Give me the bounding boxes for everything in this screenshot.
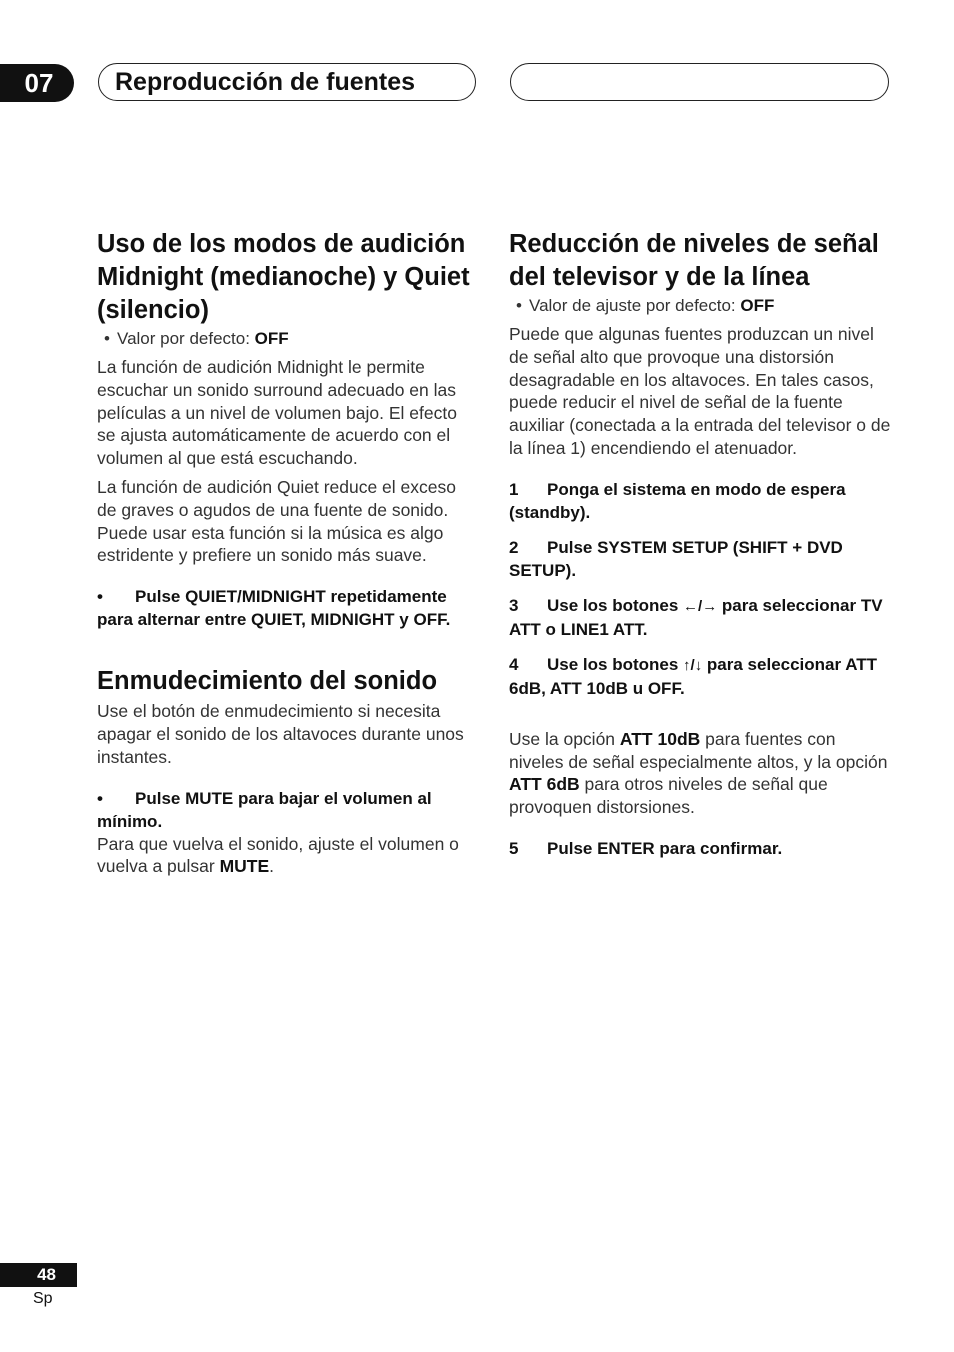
section-heading-attenuation: Reducción de niveles de señal del televisor y de la línea (509, 230, 879, 291)
step-number: 3 (509, 595, 519, 615)
instruction-text: Pulse MUTE para bajar el volumen al mínimo. (97, 788, 432, 831)
section-heading-midnight-quiet: Uso de los modos de audición Midnight (medianoche) y Quiet (silencio) (97, 230, 470, 324)
restore-mute-bold: MUTE (219, 856, 270, 877)
step-text-post: para seleccionar ATT 6dB, ATT 10dB u OFF. (509, 654, 877, 698)
instruction-quiet-midnight (97, 585, 479, 631)
section-heading-mute: Enmudecimiento del sonido (97, 667, 438, 696)
midnight-description: La función de audición Midnight le permite escuchar un sonido surround adecuado en las películas a un nivel de volumen bajo. El efecto se ajusta automáticamente de acuerdo con el volumen al que está escuchando. (97, 357, 457, 469)
step-5 (509, 837, 891, 860)
step-number: 4 (509, 654, 519, 674)
right-column (509, 228, 891, 860)
language-code: Sp (33, 1290, 53, 1307)
step-text: Ponga el sistema en modo de espera (standby). (509, 479, 846, 522)
step-4 (509, 653, 891, 700)
step-number: 1 (509, 479, 519, 499)
step-2 (509, 536, 891, 582)
instruction-bullet: • (97, 788, 103, 808)
chapter-title: Reproducción de fuentes (98, 63, 476, 101)
note-att6-bold: ATT 6dB (509, 774, 580, 795)
step-text: Pulse SYSTEM SETUP (SHIFT + DVD SETUP). (509, 537, 843, 580)
default-value-note (117, 328, 479, 350)
left-right-arrows-icon: ←/→ (683, 597, 718, 615)
restore-suffix: . (269, 856, 275, 877)
step-number: 2 (509, 537, 519, 557)
left-column (97, 228, 479, 884)
attenuation-description: Puede que algunas fuentes produzcan un nivel de señal alto que provoque una distorsión desagradable en los altavoces. En tales casos, puede reducir el nivel de señal de la fuente auxiliar (conectada a la entrada del televisor o de la línea 1) encendiendo el atenuador. (509, 324, 891, 458)
note-text: para otros niveles de señal que provoquen distorsiones. (509, 774, 828, 818)
note-att10-bold: ATT 10dB (619, 728, 701, 749)
quiet-description: La función de audición Quiet reduce el exceso de graves o agudos de una fuente de sonido. Puede usar esta función si la música es algo estridente y prefiere un sonido más suave. (97, 476, 456, 566)
instruction-text: Pulse QUIET/MIDNIGHT repetidamente para alternar entre QUIET, MIDNIGHT y OFF. (97, 587, 451, 630)
default-label: Valor por defecto: (117, 329, 250, 348)
step-text-pre: Use los botones (547, 595, 684, 615)
chapter-number-badge: 07 (0, 64, 74, 102)
default-label: Valor de ajuste por defecto: (529, 296, 736, 315)
page-number: 48 (0, 1263, 77, 1287)
note-text: para fuentes con niveles de señal especialmente altos, y la opción (509, 728, 888, 772)
step-text: Pulse ENTER para confirmar. (547, 838, 783, 858)
step-3 (509, 594, 891, 641)
default-value: OFF (740, 296, 775, 315)
default-value-note (529, 295, 891, 317)
header-empty-box (510, 63, 889, 101)
step-number: 5 (509, 838, 519, 858)
note-text: Use la opción (509, 728, 620, 749)
restore-text: Para que vuelva el sonido, ajuste el volumen o vuelva a pulsar (97, 833, 459, 877)
step-text-post: para seleccionar TV ATT o LINE1 ATT. (509, 595, 883, 639)
step-text-pre: Use los botones (547, 654, 684, 674)
default-value: OFF (254, 329, 289, 348)
up-down-arrows-icon: ↑/↓ (683, 656, 703, 674)
instruction-mute (97, 787, 479, 833)
mute-description: Use el botón de enmudecimiento si necesita apagar el sonido de los altavoces durante unos instantes. (97, 701, 464, 767)
step-1 (509, 478, 891, 524)
mute-restore-note (97, 833, 479, 879)
attenuation-note (509, 728, 891, 819)
instruction-bullet: • (97, 587, 103, 607)
